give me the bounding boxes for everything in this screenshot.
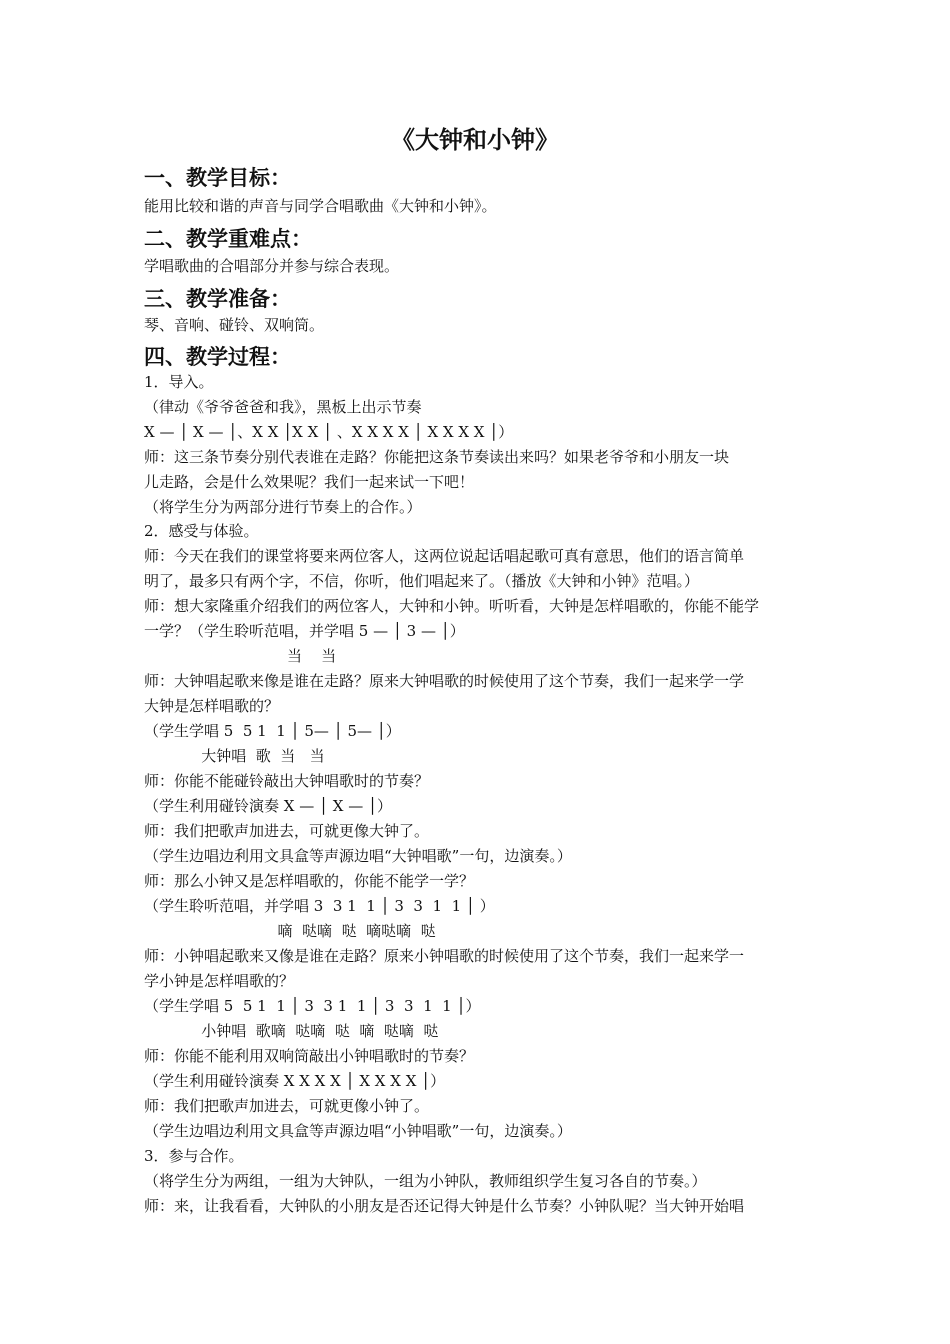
- body-line: 儿走路，会是什么效果呢？我们一起来试一下吧！: [144, 473, 475, 491]
- body-line: 师：大钟唱起歌来像是谁在走路？原来大钟唱歌的时候使用了这个节奏，我们一起来学一学: [144, 672, 745, 690]
- rhythm-line: （学生利用碰铃演奏 X X X X │ X X X X │）: [144, 1072, 446, 1090]
- body-line: 师：那么小钟又是怎样唱歌的，你能不能学一学？: [144, 872, 475, 890]
- notation-line: （学生学唱 5 5 1 1 │ 3 3 1 1 │ 3 3 1 1 │）: [144, 997, 481, 1015]
- body-line: （将学生分为两组，一组为大钟队，一组为小钟队，教师组织学生复习各自的节奏。）: [144, 1172, 707, 1190]
- lyric-line: 嘀 哒嘀 哒 嘀哒嘀 哒: [144, 922, 436, 940]
- section-heading-process: 四、教学过程：: [144, 345, 291, 369]
- section-heading-preparation: 三、教学准备：: [144, 287, 291, 311]
- body-line: 2．感受与体验。: [144, 522, 259, 540]
- body-line: 师：今天在我们的课堂将要来两位客人，这两位说起话唱起歌可真有意思，他们的语言简单: [144, 547, 745, 565]
- section-heading-goals: 一、教学目标：: [144, 166, 291, 190]
- body-line: 3．参与合作。: [144, 1147, 244, 1165]
- body-line: （学生边唱边利用文具盒等声源边唱“大钟唱歌”一句，边演奏。）: [144, 847, 572, 865]
- notation-line: （学生聆听范唱，并学唱 3 3 1 1 │ 3 3 1 1 │ ）: [144, 897, 495, 915]
- body-line: 师：小钟唱起歌来又像是谁在走路？原来小钟唱歌的时候使用了这个节奏，我们一起来学一: [144, 947, 745, 965]
- lyric-line: 大钟唱 歌 当 当: [144, 747, 325, 765]
- body-line: 师：我们把歌声加进去，可就更像大钟了。: [144, 822, 430, 840]
- body-line: 师：这三条节奏分别代表谁在走路？你能把这条节奏读出来吗？如果老爷爷和小朋友一块: [144, 448, 730, 466]
- body-line: 1．导入。: [144, 373, 214, 391]
- body-line: 一学？（学生聆听范唱，并学唱 5 — │ 3 — │）: [144, 622, 465, 640]
- section-text-preparation: 琴、音响、碰铃、双响筒。: [144, 316, 325, 334]
- lyric-line: 当 当: [144, 647, 337, 665]
- section-text-key-points: 学唱歌曲的合唱部分并参与综合表现。: [144, 257, 400, 275]
- body-line: 师：我们把歌声加进去，可就更像小钟了。: [144, 1097, 430, 1115]
- rhythm-line: X — │ X — │、X X │X X │ 、X X X X │ X X X X │）: [144, 423, 514, 441]
- body-line: 明了，最多只有两个字，不信，你听，他们唱起来了。（播放《大钟和小钟》范唱。）: [144, 572, 700, 590]
- section-heading-key-points: 二、教学重难点：: [144, 227, 312, 251]
- lyric-line: 小钟唱 歌嘀 哒嘀 哒 嘀 哒嘀 哒: [144, 1022, 439, 1040]
- body-line: 师：来，让我看看，大钟队的小朋友是否还记得大钟是什么节奏？小钟队呢？当大钟开始唱: [144, 1197, 745, 1215]
- body-line: 学小钟是怎样唱歌的？: [144, 972, 295, 990]
- body-line: （律动《爷爷爸爸和我》，黑板上出示节奏: [144, 398, 422, 416]
- rhythm-line: （学生利用碰铃演奏 X — │ X — │）: [144, 797, 393, 815]
- body-line: 大钟是怎样唱歌的？: [144, 697, 280, 715]
- body-line: 师：你能不能利用双响筒敲出小钟唱歌时的节奏？: [144, 1047, 475, 1065]
- section-text-goals: 能用比较和谐的声音与同学合唱歌曲《大钟和小钟》。: [144, 197, 497, 215]
- body-line: 师：你能不能碰铃敲出大钟唱歌时的节奏？: [144, 772, 430, 790]
- body-line: （学生边唱边利用文具盒等声源边唱“小钟唱歌”一句，边演奏。）: [144, 1122, 572, 1140]
- document-title: 《大钟和小钟》: [391, 126, 559, 154]
- notation-line: （学生学唱 5 5 1 1 │ 5— │ 5— │）: [144, 722, 401, 740]
- body-line: 师：想大家隆重介绍我们的两位客人，大钟和小钟。听听看，大钟是怎样唱歌的，你能不能学: [144, 597, 760, 615]
- body-line: （将学生分为两部分进行节奏上的合作。）: [144, 498, 422, 516]
